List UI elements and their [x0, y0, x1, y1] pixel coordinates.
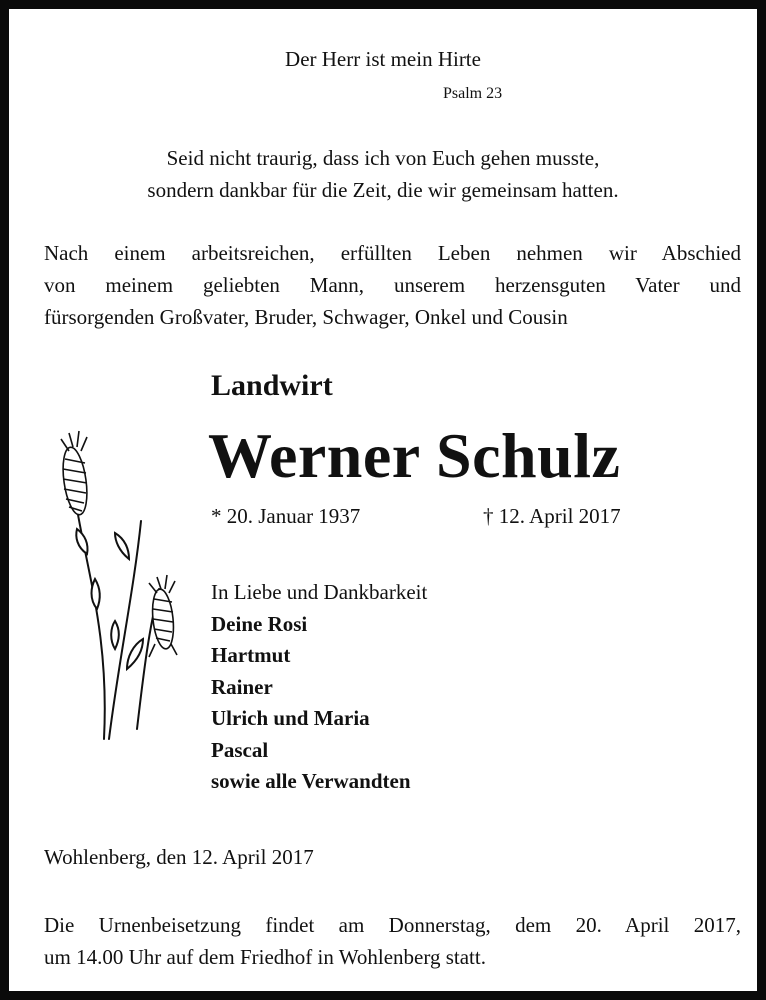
- mourner-name: Pascal: [211, 737, 269, 762]
- mourner-name: Rainer: [211, 674, 273, 699]
- deceased-occupation: Landwirt: [211, 369, 333, 402]
- intro-text: [44, 237, 741, 333]
- funeral-line: um 14.00 Uhr auf dem Friedhof in Wohlenberg statt.: [44, 945, 486, 969]
- wheat-ears-icon: [49, 429, 189, 749]
- place-and-date: Wohlenberg, den 12. April 2017: [44, 845, 314, 869]
- verse-line: Seid nicht traurig, dass ich von Euch gehen musste,: [166, 146, 600, 170]
- motto-source: Psalm 23: [443, 85, 503, 102]
- funeral-line: Die Urnenbeisetzung findet am Donnerstag, dem 20. April 2017,: [44, 913, 741, 937]
- motto: Der Herr ist mein Hirte: [285, 47, 481, 71]
- mourners-lead: In Liebe und Dankbarkeit: [211, 580, 428, 604]
- mourner-name: Hartmut: [211, 643, 291, 667]
- consolation-verse: [9, 142, 757, 206]
- mourner-name: Ulrich und Maria: [211, 706, 370, 730]
- intro-line: fürsorgenden Großvater, Bruder, Schwager, Onkel und Cousin: [44, 305, 568, 329]
- mourner-name: Deine Rosi: [211, 611, 308, 636]
- mourners-list: [211, 577, 427, 798]
- verse-line: sondern dankbar für die Zeit, die wir gemeinsam hatten.: [147, 178, 619, 202]
- mourner-name: sowie alle Verwandten: [211, 769, 411, 793]
- death-date: † 12. April 2017: [483, 504, 621, 528]
- intro-line: von meinem geliebten Mann, unserem herzensguten Vater und: [44, 273, 741, 297]
- intro-line: Nach einem arbeitsreichen, erfüllten Leben nehmen wir Abschied: [44, 241, 741, 265]
- birth-date: * 20. Januar 1937: [211, 504, 361, 528]
- deceased-name: Werner Schulz: [208, 420, 621, 491]
- funeral-info: [44, 909, 741, 973]
